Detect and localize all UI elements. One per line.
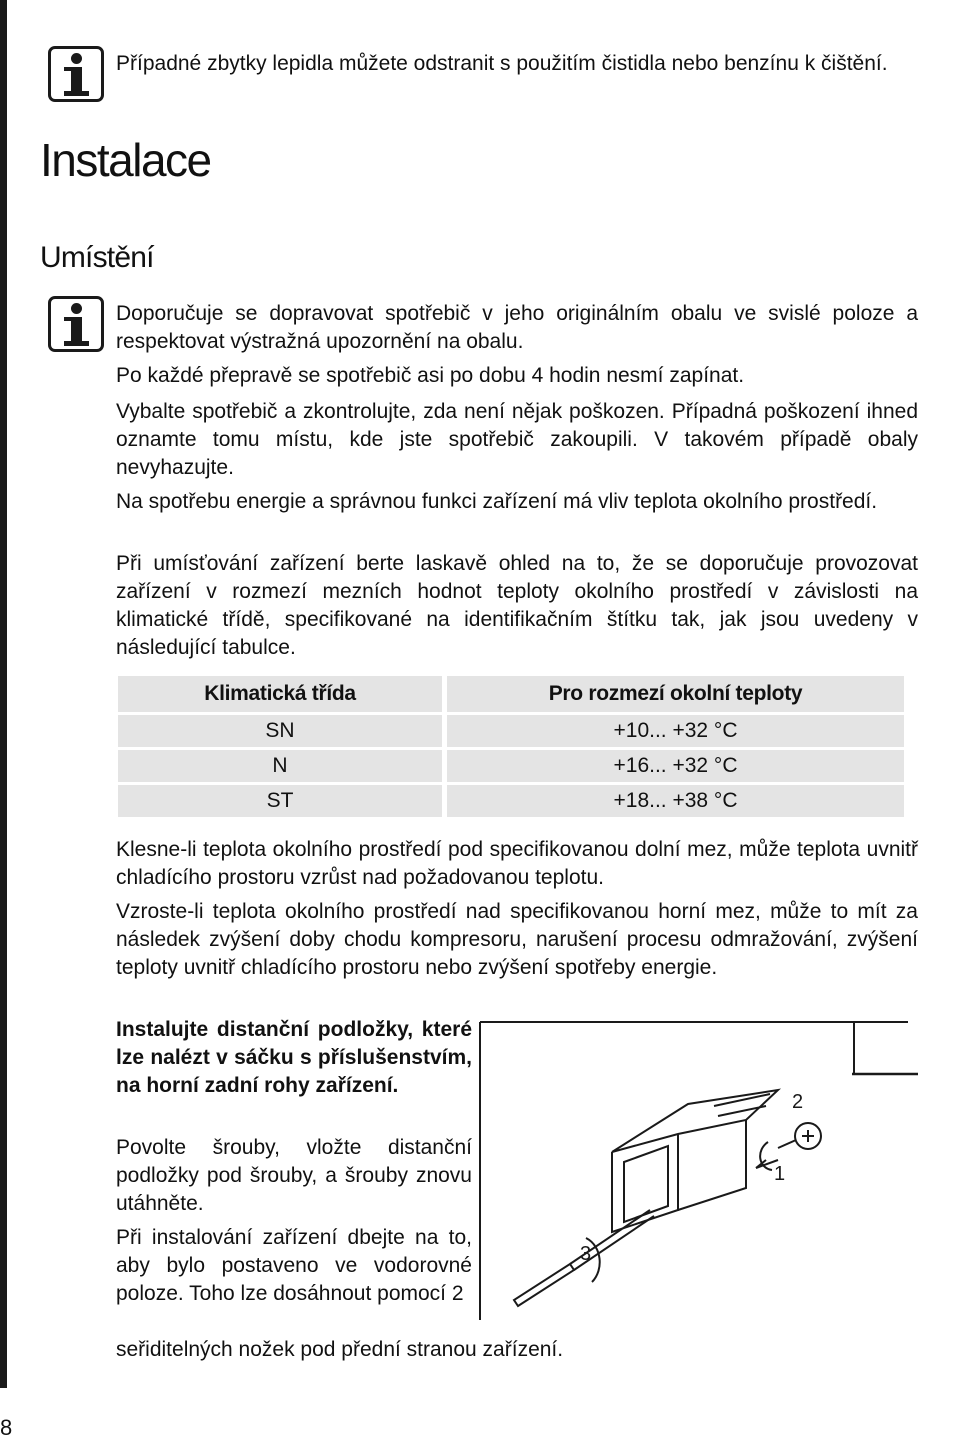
table-row: [118, 750, 904, 782]
table-row: [118, 785, 904, 817]
paragraph: Klesne-li teplota okolního prostředí pod specifikovanou dolní mez, může teplota uvnitř chladícího prostoru vzrůst nad požadovanou teplotu.: [116, 838, 918, 889]
table-header-row: [118, 676, 904, 712]
spacer-installation-figure: [478, 1020, 918, 1340]
figure-label-step2: 2: [792, 1091, 804, 1113]
level-text-end: seřiditelných nožek pod přední stranou zařízení.: [116, 1338, 564, 1361]
page-border: [0, 0, 7, 1388]
table-cell: SN: [118, 715, 447, 747]
spacer-instruction: Instalujte distanční podložky, které lze nalézt v sáčku s příslušenstvím, na horní zadní rohy zařízení.: [116, 1018, 472, 1097]
page-number: 8: [0, 1415, 13, 1440]
spacer-steps: Povolte šrouby, vložte distanční podložky pod šrouby, a šrouby znovu utáhněte.: [116, 1136, 472, 1215]
table-cell: +10... +32 °C: [447, 715, 904, 747]
figure-label-step3: 3: [580, 1243, 592, 1265]
note-top: Případné zbytky lepidla můžete odstranit s použitím čistidla nebo benzínu k čištění.: [116, 52, 888, 75]
info-icon: [48, 296, 104, 352]
table-header: Klimatická třída: [118, 676, 447, 712]
paragraph: Při umísťování zařízení berte laskavě ohled na to, že se doporučuje provozovat zařízení v rozmezí mezních hodnot teploty okolního prostředí v závislosti na klimatické třídě, specifikované na identifikačním štítku tak, jak jsou uvedeny v následující tabulce.: [116, 552, 918, 659]
heading-main: Instalace: [40, 134, 211, 186]
table-cell: +18... +38 °C: [447, 785, 904, 817]
table-header: Pro rozmezí okolní teploty: [447, 676, 904, 712]
table-cell: N: [118, 750, 447, 782]
table-row: [118, 715, 904, 747]
heading-section: Umístění: [40, 241, 154, 274]
paragraph: Na spotřebu energie a správnou funkci zařízení má vliv teplota okolního prostředí.: [116, 490, 878, 513]
paragraph: Vybalte spotřebič a zkontrolujte, zda není nějak poškozen. Případná poškození ihned oznamte tomu místu, kde jste spotřebič zakoupili. V takovém případě obaly nevyhazujte.: [116, 400, 918, 479]
paragraph: Po každé přepravě se spotřebič asi po dobu 4 hodin nesmí zapínat.: [116, 364, 745, 387]
table-cell: +16... +32 °C: [447, 750, 904, 782]
note-placement: Doporučuje se dopravovat spotřebič v jeho originálním obalu ve svislé poloze a respektovat výstražná upozornění na obalu.: [116, 302, 918, 353]
figure-label-step1: 1: [774, 1163, 786, 1185]
level-text: Při instalování zařízení dbejte na to, aby bylo postaveno ve vodorovné poloze. Toho lze dosáhnout pomocí 2: [116, 1226, 472, 1305]
climate-class-table: [118, 673, 904, 820]
info-icon: [48, 46, 104, 102]
table-cell: ST: [118, 785, 447, 817]
paragraph: Vzroste-li teplota okolního prostředí nad specifikovanou horní mez, může to mít za následek zvýšení doby chodu kompresoru, narušení procesu odmražování, zvýšení teploty uvnitř chladícího prostoru nebo zvýšení spotřeby energie.: [116, 900, 918, 979]
